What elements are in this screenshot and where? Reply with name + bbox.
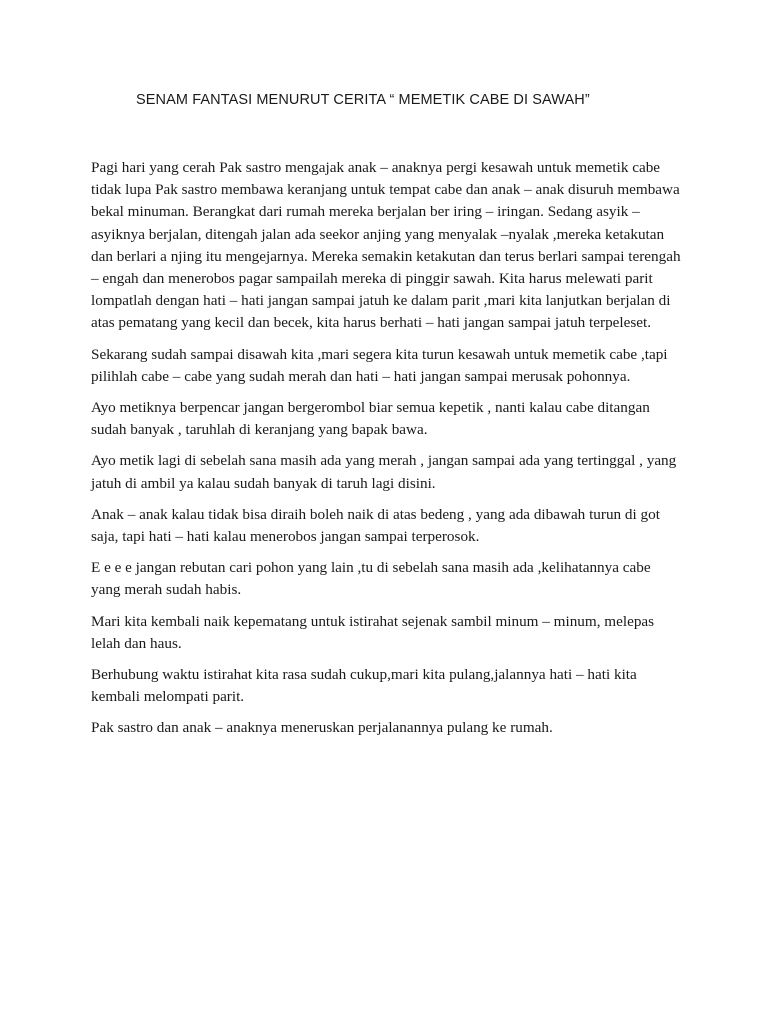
paragraph-4: Ayo metik lagi di sebelah sana masih ada yang merah , jangan sampai ada yang tertinggal , yang jatuh di ambil ya kalau sudah banyak di taruh lagi disini. [91,452,677,492]
paragraph-6: E e e e jangan rebutan cari pohon yang lain ,tu di sebelah sana masih ada ,kelihatannya cabe yang merah sudah habis. [91,559,651,599]
paragraph-3: Ayo metiknya berpencar jangan bergerombol biar semua kepetik , nanti kalau cabe ditangan sudah banyak , taruhlah di keranjang yang bapak bawa. [91,399,650,439]
paragraph-5: Anak – anak kalau tidak bisa diraih boleh naik di atas bedeng , yang ada dibawah turun di got saja, tapi hati – hati kalau menerobos jangan sampai terperosok. [91,505,660,546]
document-title: SENAM FANTASI MENURUT CERITA “ MEMETIK CABE DI SAWAH” [136,92,590,108]
document-body [91,157,681,749]
paragraph-2: Sekarang sudah sampai disawah kita ,mari segera kita turun kesawah untuk memetik cabe ,tapi pilihlah cabe – cabe yang sudah merah dan hati – hati jangan sampai merusak pohonnya. [91,345,668,385]
paragraph-8: Berhubung waktu istirahat kita rasa sudah cukup,mari kita pulang,jalannya hati – hati kita kembali melompati parit. [91,666,637,706]
paragraph-1: Pagi hari yang cerah Pak sastro mengajak anak – anaknya pergi kesawah untuk memetik cabe tidak lupa Pak sastro membawa keranjang untuk tempat cabe dan anak – anak disuruh membawa bekal minuman. Berangkat dari rumah mereka berjalan ber iring – iringan. Sedang asyik – asyiknya berjalan, ditengah jalan ada seekor anjing yang menyalak –nyalak ,mereka ketakutan dan berlari a njing itu mengejarnya. Mereka semakin ketakutan dan terus berlari sampai terengah – engah dan menerobos pagar sampailah mereka di pinggir sawah. Kita harus melewati parit lompatlah dengan hati – hati jangan sampai jatuh ke dalam parit ,mari kita lanjutkan berjalan di atas pematang yang kecil dan becek, kita harus berhati – hati jangan sampai jatuh terpeleset. [91,159,681,332]
paragraph-7: Mari kita kembali naik kepematang untuk istirahat sejenak sambil minum – minum, melepas lelah dan haus. [91,612,655,652]
paragraph-9: Pak sastro dan anak – anaknya meneruskan perjalanannya pulang ke rumah. [91,719,553,737]
